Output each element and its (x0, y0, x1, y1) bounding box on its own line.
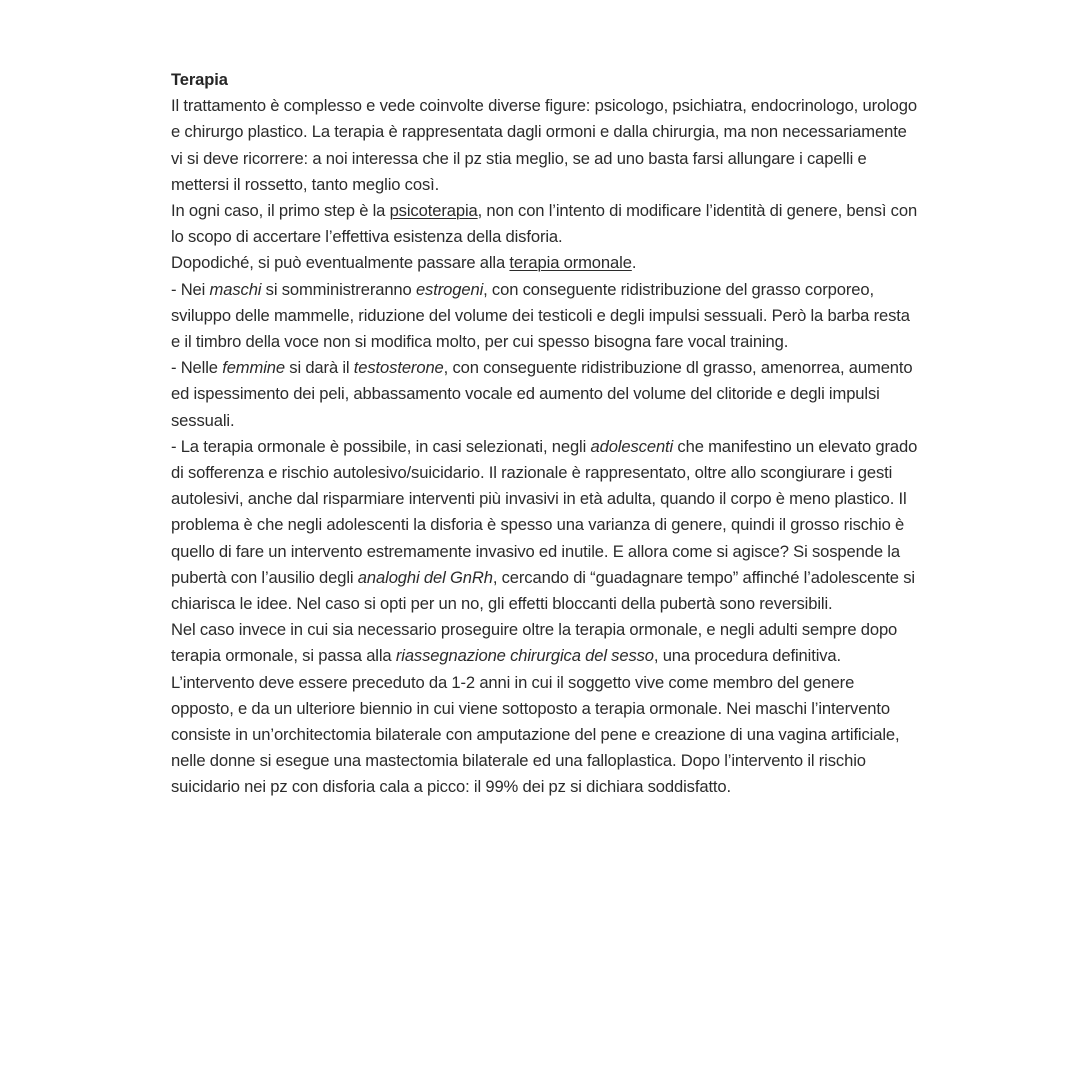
paragraph-intro (171, 93, 919, 198)
body-text: Nel caso invece in cui sia necessario proseguire oltre la terapia ormonale, e negli adulti sempre dopo terapia ormonale, si passa alla (171, 620, 898, 666)
body-text: che manifestino un elevato grado di sofferenza e rischio autolesivo/suicidario. Il razionale è rappresentato, oltre allo scongiurare i gesti autolesivi, anche dal risparmiare interventi più invasivi in età adulta, quando il corpo è meno plastico. Il problema è che negli adolescenti la disforia è spesso una varianza di genere, quindi il grosso rischio è quello di fare un intervento estremamente invasivo ed inutile. E allora come si agisce? Si sospende la pubertà con l’ausilio degli (171, 436, 918, 587)
underlined-term[interactable]: terapia ormonale (509, 253, 632, 273)
paragraph-maschi-estrogeni (171, 277, 919, 356)
paragraph-adolescenti (171, 434, 919, 617)
emphasis-text: testosterone (353, 358, 444, 378)
body-text: Il trattamento è complesso e vede coinvolte diverse figure: psicologo, psichiatra, endocrinologo, urologo e chirurgo plastico. La terapia è rappresentata dagli ormoni e dalla chirurgia, ma non necessariamente vi si deve ricorrere: a noi interessa che il pz stia meglio, se ad uno basta farsi allungare i capelli e mettersi il rossetto, tanto meglio così. (171, 96, 917, 194)
body-text: , con conseguente ridistribuzione dl grasso, amenorrea, aumento ed ispessimento dei peli, abbassamento vocale ed aumento del volume del clitoride e degli impulsi sessuali. (171, 358, 913, 430)
body-text: , cercando di “guadagnare tempo” affinché l’adolescente si chiarisca le idee. Nel caso si opti per un no, gli effetti bloccanti della pubertà sono reversibili. (171, 567, 915, 614)
paragraph-psicoterapia (171, 198, 919, 250)
body-text: , non con l’intento di modificare l’identità di genere, bensì con lo scopo di accertare l’effettiva esistenza della disforia. (171, 201, 918, 247)
emphasis-text: analoghi del GnRh (357, 567, 493, 587)
body-text: - Nei (171, 279, 210, 299)
emphasis-text: maschi (209, 279, 262, 299)
body-text: - Nelle (171, 358, 223, 378)
document-body (171, 67, 919, 801)
page-title: Terapia (171, 71, 228, 89)
underlined-term[interactable]: psicoterapia (389, 201, 478, 221)
paragraph-femmine-testosterone (171, 355, 919, 434)
body-text: Dopodiché, si può eventualmente passare alla (171, 253, 510, 273)
body-text: si somministreranno (261, 279, 416, 299)
emphasis-text: riassegnazione chirurgica del sesso (395, 646, 654, 666)
body-text: si darà il (285, 358, 354, 378)
body-text: - La terapia ormonale è possibile, in casi selezionati, negli (171, 436, 591, 456)
body-text: . (631, 253, 637, 273)
paragraph-terapia-ormonale (171, 250, 919, 276)
emphasis-text: estrogeni (415, 279, 484, 299)
body-text: , con conseguente ridistribuzione del grasso corporeo, sviluppo delle mammelle, riduzione del volume dei testicoli e degli impulsi sessuali. Però la barba resta e il timbro della voce non si modifica molto, per cui spesso bisogna fare vocal training. (171, 279, 910, 352)
emphasis-text: adolescenti (590, 436, 674, 456)
body-text: In ogni caso, il primo step è la (171, 201, 390, 221)
paragraph-chirurgia (171, 617, 919, 800)
emphasis-text: femmine (222, 358, 285, 378)
paragraph-container (171, 93, 919, 800)
body-text: , una procedura definitiva. L’intervento deve essere preceduto da 1-2 anni in cui il soggetto vive come membro del genere opposto, e da un ulteriore biennio in cui viene sottoposto a terapia ormonale. Nei maschi l’intervento consiste in un’orchitectomia bilaterale con amputazione del pene e creazione di una vagina artificiale, nelle donne si esegue una mastectomia bilaterale ed una falloplastica. Dopo l’intervento il rischio suicidario nei pz con disforia cala a picco: il 99% dei pz si dichiara soddisfatto. (171, 646, 900, 797)
